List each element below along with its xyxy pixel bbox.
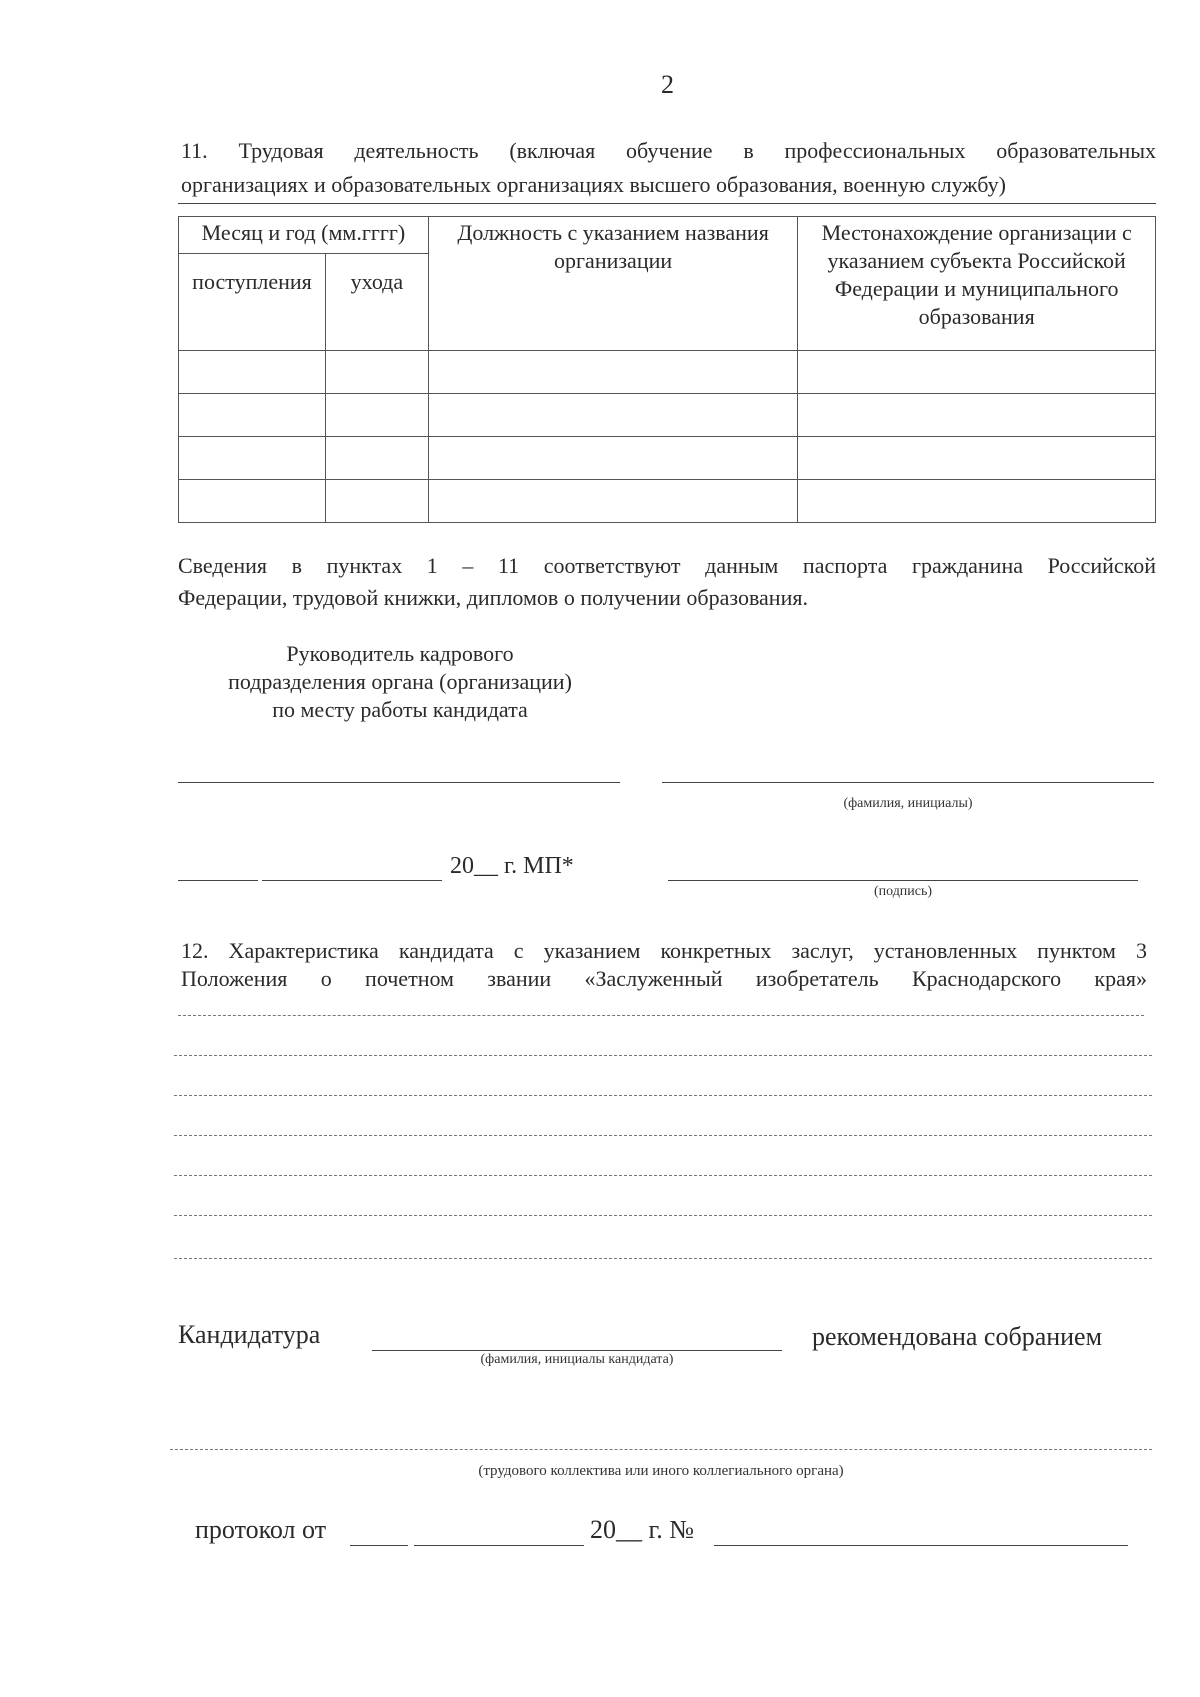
caption-candidate: (фамилия, инициалы кандидата) [480,1352,674,1367]
table-cell[interactable] [325,480,428,523]
table-cell[interactable] [179,351,326,394]
signature-line[interactable] [668,880,1138,881]
table-cell[interactable] [428,394,797,437]
characteristic-line[interactable] [174,1175,1152,1176]
table-cell[interactable] [325,394,428,437]
recommended-text: рекомендована собранием [812,1322,1103,1351]
caption-collective-body: (трудового коллектива или иного коллегиального органа) [478,1463,844,1479]
characteristic-line[interactable] [174,1135,1152,1136]
table-cell[interactable] [428,480,797,523]
protocol-month-line[interactable] [414,1545,584,1546]
table-row [179,351,1156,394]
table-row [179,437,1156,480]
table-cell[interactable] [325,437,428,480]
characteristic-line[interactable] [174,1055,1152,1056]
section-11-line-2: организациях и образовательных организациях высшего образования, военную службу) [181,172,1006,197]
table-cell[interactable] [428,437,797,480]
hr-head-name-line[interactable] [662,782,1154,783]
table-cell[interactable] [428,351,797,394]
hr-head-line-2: подразделения органа (организации) [228,669,572,694]
section-12-line-2: Положения о почетном звании «Заслуженный изобретатель Краснодарского края» [181,966,1147,991]
table-row [179,480,1156,523]
table-cell[interactable] [179,437,326,480]
header-location: Местонахождение организации с указанием субъекта Российской Федерации и муниципального образования [798,217,1156,351]
hr-head-position-line[interactable] [178,782,620,783]
table-cell[interactable] [798,394,1156,437]
header-position: Должность с указанием названия организации [428,217,797,351]
date-year-stamp: 20__ г. МП* [450,853,574,879]
table-cell[interactable] [325,351,428,394]
protocol-day-line[interactable] [350,1545,408,1546]
verification-line-2: Федерации, трудовой книжки, дипломов о получении образования. [178,585,808,610]
characteristic-line[interactable] [174,1258,1152,1259]
date-month-line[interactable] [262,880,442,881]
protocol-number-line[interactable] [714,1545,1128,1546]
header-admission: поступления [179,254,326,351]
date-day-line[interactable] [178,880,258,881]
collective-body-line[interactable] [170,1449,1152,1450]
table-cell[interactable] [798,480,1156,523]
table-cell[interactable] [179,480,326,523]
protocol-label: протокол от [195,1515,327,1544]
table-cell[interactable] [179,394,326,437]
work-history-table [178,216,1156,523]
candidate-name-line[interactable] [372,1350,782,1351]
candidacy-label: Кандидатура [178,1320,321,1349]
section-12-line-1: 12. Характеристика кандидата с указанием конкретных заслуг, установленных пунктом 3 [181,938,1147,963]
hr-head-line-1: Руководитель кадрового [286,641,514,666]
table-header-row [179,217,1156,254]
characteristic-line[interactable] [174,1215,1152,1216]
section-11-underline [178,203,1156,204]
verification-line-1: Сведения в пунктах 1 – 11 соответствуют данным паспорта гражданина Российской [178,553,1156,578]
header-leaving: ухода [325,254,428,351]
characteristic-line[interactable] [178,1015,1144,1016]
table-cell[interactable] [798,351,1156,394]
caption-surname-initials: (фамилия, инициалы) [843,796,973,811]
table-row [179,394,1156,437]
page-number: 2 [661,70,674,99]
characteristic-line[interactable] [174,1095,1152,1096]
hr-head-line-3: по месту работы кандидата [272,697,528,722]
hr-head-title [190,640,610,724]
header-month-year: Месяц и год (мм.гггг) [179,217,429,254]
section-11-line-1: 11. Трудовая деятельность (включая обучение в профессиональных образовательных [181,138,1156,163]
caption-signature: (подпись) [873,884,933,899]
table-cell[interactable] [798,437,1156,480]
protocol-year: 20__ г. № [590,1515,695,1544]
